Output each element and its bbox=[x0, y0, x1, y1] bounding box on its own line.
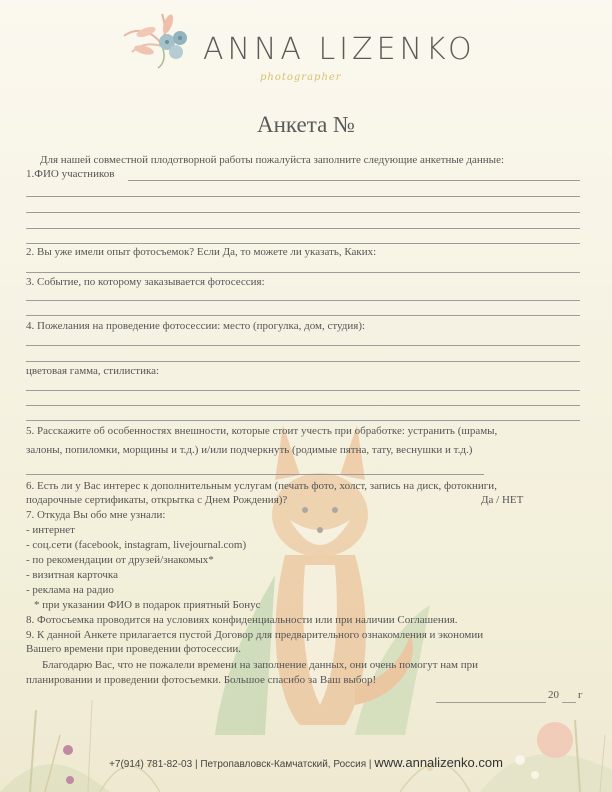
footer-separator: | bbox=[368, 759, 372, 770]
answer-line-4[interactable] bbox=[26, 345, 580, 346]
year-prefix: 20 bbox=[548, 689, 559, 701]
footer bbox=[0, 755, 612, 770]
footer-separator: | bbox=[194, 759, 198, 770]
intro-text: Для нашей совместной плодотворной работы пожалуйста заполните следующие анкетные данные: bbox=[40, 154, 505, 166]
item-8-text: 8. Фотосъемка проводится на условиях конфиденциальности или при наличии Соглашения. bbox=[26, 614, 458, 626]
thanks-text-line1: Благодарю Вас, что не пожалели времени на заполнение данных, они очень помогут нам при bbox=[42, 659, 479, 671]
source-option[interactable]: - по рекомендации от друзей/знакомых* bbox=[26, 554, 214, 566]
brand-tagline: photographer bbox=[260, 72, 342, 83]
question-3-label: 3. Событие, по которому заказывается фотосессия: bbox=[26, 276, 265, 288]
question-4b-label: цветовая гамма, стилистика: bbox=[26, 365, 160, 377]
answer-line-1[interactable] bbox=[128, 180, 580, 181]
item-9-text-line2: Вашего времени при проведении фотосессии. bbox=[26, 643, 242, 655]
question-5-label-line1: 5. Расскажите об особенностях внешности, которые стоит учесть при обработке: устранить (шрамы, bbox=[26, 425, 498, 437]
form-title: Анкета № bbox=[257, 112, 355, 137]
question-2-label: 2. Вы уже имели опыт фотосъемок? Если Да, то можете ли указать, Каких: bbox=[26, 246, 377, 258]
answer-line-4c[interactable] bbox=[26, 390, 580, 391]
footer-phone[interactable]: +7(914) 781-82-03 bbox=[109, 759, 193, 770]
answer-line-3[interactable] bbox=[26, 300, 580, 301]
source-option[interactable]: - интернет bbox=[26, 524, 75, 536]
answer-line-5[interactable] bbox=[26, 474, 484, 475]
item-9-text-line1: 9. К данной Анкете прилагается пустой Договор для предварительного ознакомления и экономии bbox=[26, 629, 484, 641]
question-5-label-line2: залоны, попиломки, морщины и т.д.) и/или подчеркнуть (родимые пятна, тату, веснушки и т.д.) bbox=[26, 444, 473, 456]
thanks-text-line2: планировании и проведении фотосъемки. Большое спасибо за Ваш выбор! bbox=[26, 674, 377, 686]
answer-line-1b[interactable] bbox=[26, 196, 580, 197]
footer-website-link[interactable]: www.annalizenko.com bbox=[374, 755, 503, 770]
year-line[interactable] bbox=[562, 702, 576, 703]
source-option[interactable]: - соц.сети (facebook, instagram, livejournal.com) bbox=[26, 539, 247, 551]
answer-line-2[interactable] bbox=[26, 272, 580, 273]
footer-city: Петропавловск-Камчатский, Россия bbox=[200, 759, 367, 770]
answer-line-4e[interactable] bbox=[26, 420, 580, 421]
source-option[interactable]: - реклама на радио bbox=[26, 584, 114, 596]
date-line[interactable] bbox=[436, 702, 546, 703]
question-6-label-line1: 6. Есть ли у Вас интерес к дополнительным услугам (печать фото, холст, запись на диск, фотокниги, bbox=[26, 480, 497, 492]
question-1-label: 1.ФИО участников bbox=[26, 168, 115, 180]
answer-line-1e[interactable] bbox=[26, 243, 580, 244]
floral-logo-icon bbox=[122, 12, 200, 70]
bonus-note: * при указании ФИО в подарок приятный Бонус bbox=[34, 599, 261, 611]
question-7-label: 7. Откуда Вы обо мне узнали: bbox=[26, 509, 166, 521]
answer-line-3b[interactable] bbox=[26, 315, 580, 316]
year-suffix: г bbox=[578, 689, 583, 701]
answer-line-1d[interactable] bbox=[26, 228, 580, 229]
answer-line-1c[interactable] bbox=[26, 212, 580, 213]
answer-line-4b[interactable] bbox=[26, 361, 580, 362]
source-option[interactable]: - визитная карточка bbox=[26, 569, 118, 581]
yes-no-option[interactable]: Да / НЕТ bbox=[481, 494, 524, 506]
question-6-label-line2: подарочные сертификаты, открытка с Днем Рождения)? bbox=[26, 494, 288, 506]
answer-line-4d[interactable] bbox=[26, 405, 580, 406]
brand-name: ANNA LIZENKO bbox=[203, 32, 476, 67]
question-4-label: 4. Пожелания на проведение фотосессии: место (прогулка, дом, студия): bbox=[26, 320, 366, 332]
